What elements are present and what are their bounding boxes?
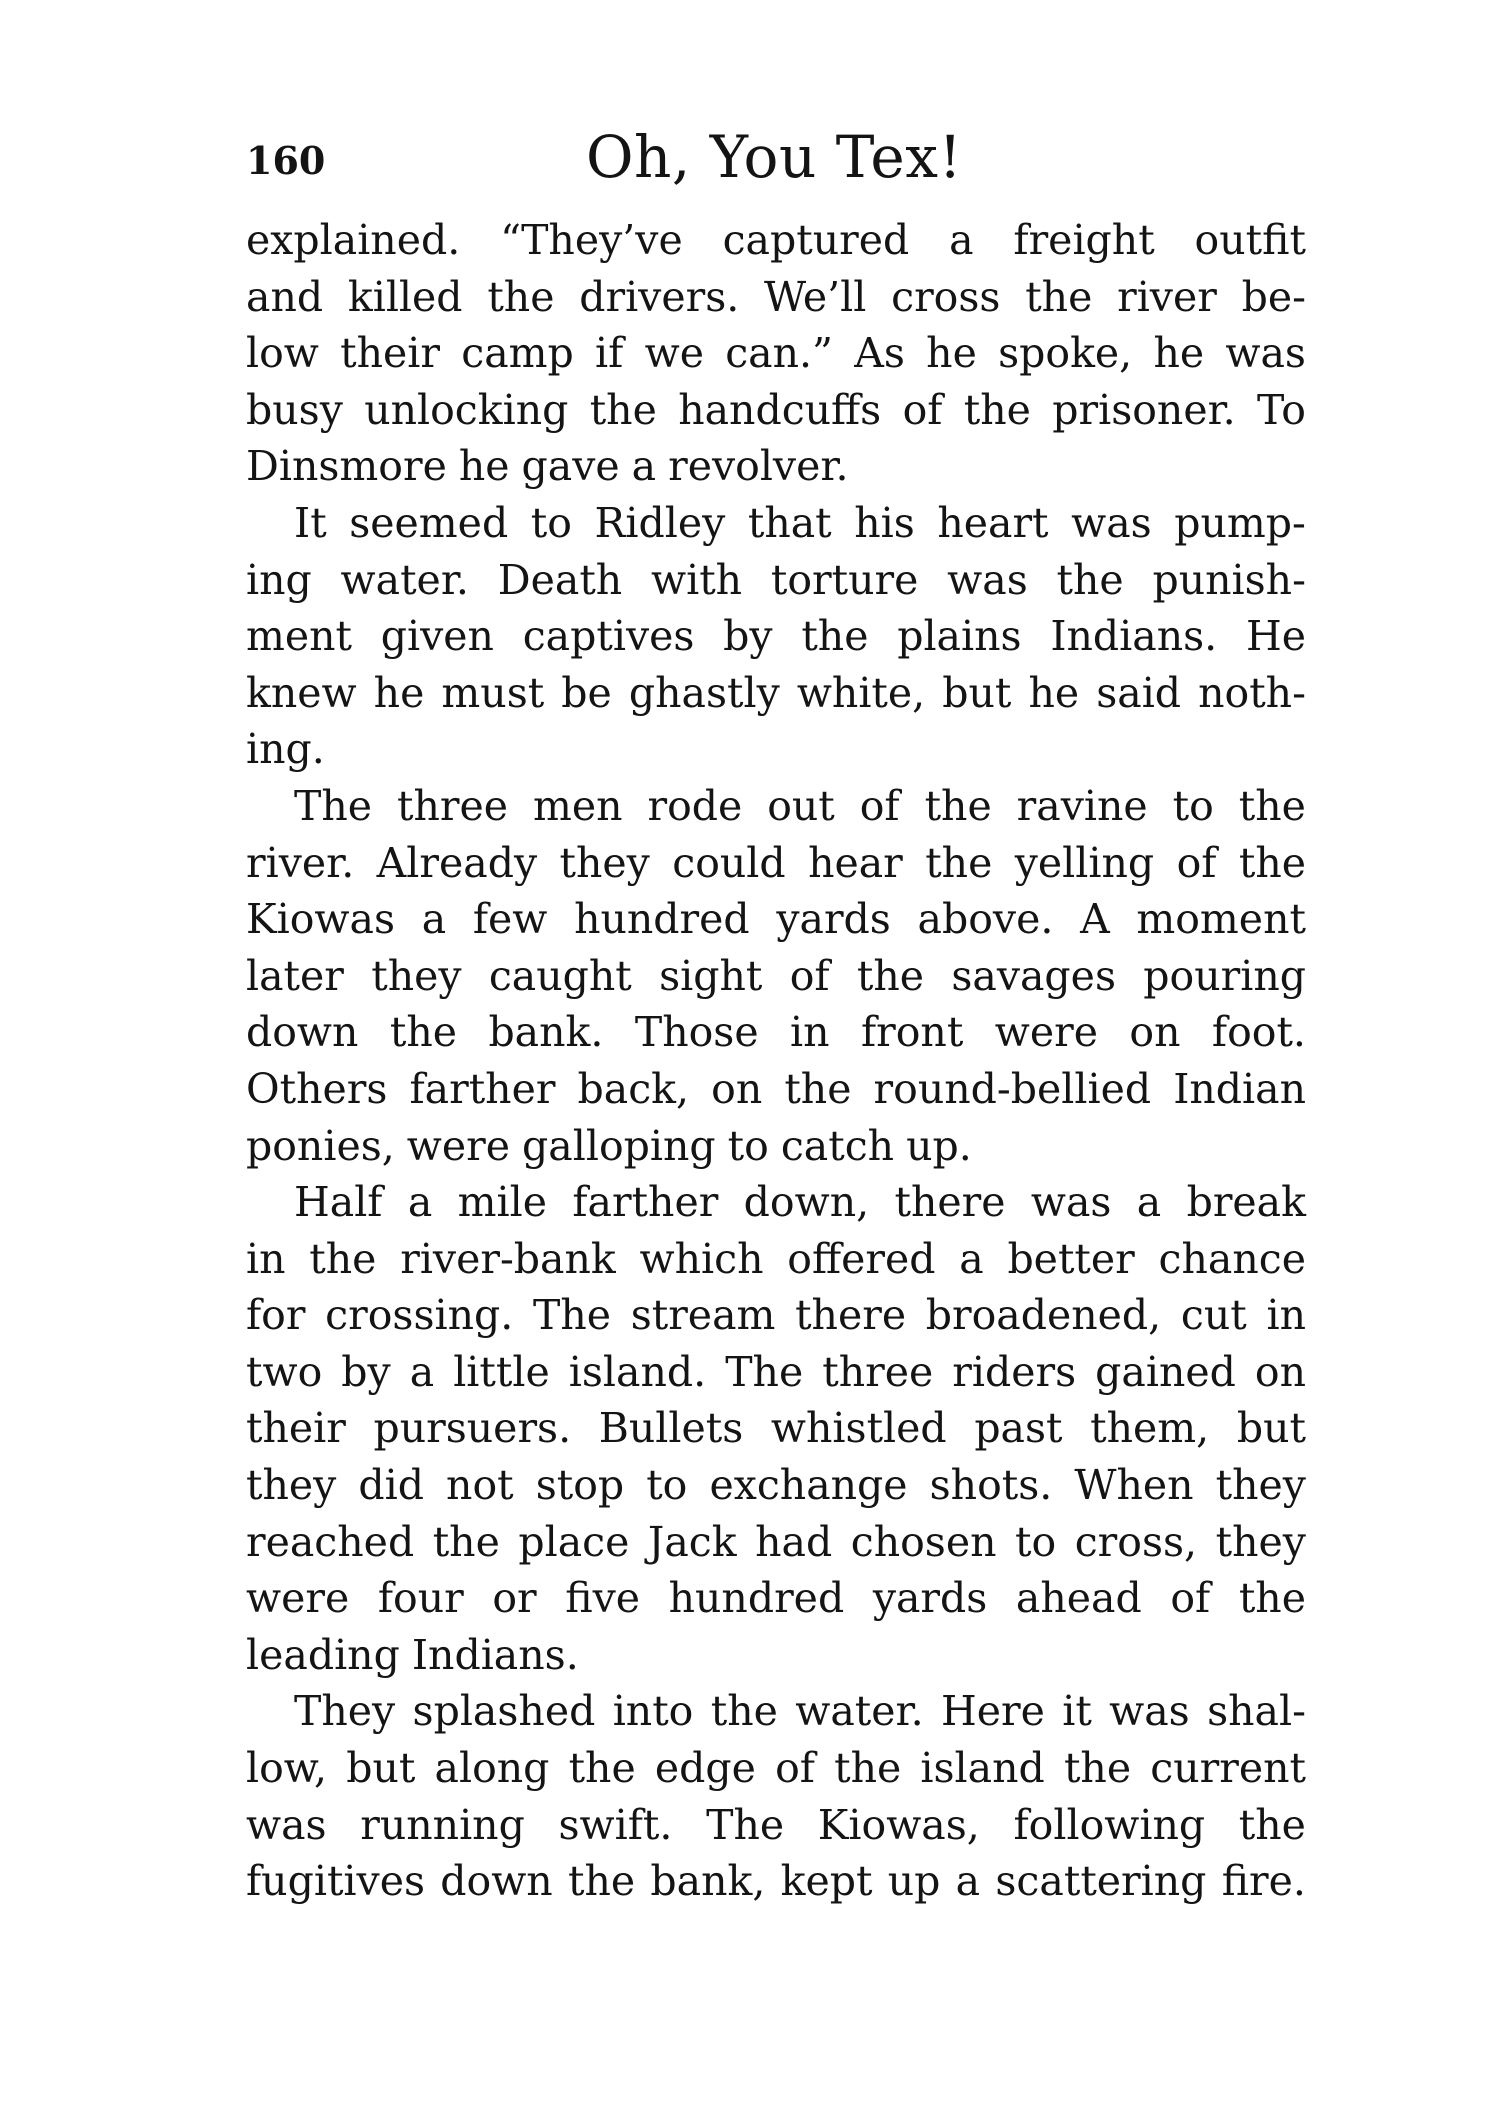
word: said (1096, 668, 1182, 717)
word: down (440, 1857, 553, 1906)
word: Indian (1173, 1064, 1306, 1113)
word: the (1025, 272, 1093, 321)
word: prisoner. (1052, 385, 1236, 434)
text-line (246, 1061, 1306, 1118)
word: plains (897, 612, 1022, 661)
word: hundred (574, 895, 750, 944)
text-line (246, 1231, 1306, 1288)
text-line (246, 1853, 1306, 1910)
word: ing (246, 555, 312, 604)
word: on (711, 1064, 763, 1113)
text-line (246, 1740, 1306, 1797)
word: savages (951, 951, 1116, 1000)
word: the (1238, 1574, 1306, 1623)
word: reached (246, 1517, 415, 1566)
word: Here (940, 1687, 1045, 1736)
word: the (567, 1857, 636, 1906)
text-line (246, 1457, 1306, 1514)
text-line (246, 665, 1306, 722)
word: but (1236, 1404, 1306, 1453)
word: in (790, 1008, 830, 1057)
word: he (458, 442, 510, 491)
text-line (246, 495, 1306, 552)
word: the (1238, 838, 1306, 887)
word: hear (808, 838, 903, 887)
word: galloping (522, 1121, 716, 1170)
word: to (646, 1461, 688, 1510)
word: had (755, 1517, 833, 1566)
page-header (246, 122, 1306, 202)
text-line (246, 835, 1306, 892)
word: The (725, 1347, 804, 1396)
word: up (887, 1857, 941, 1906)
word: by (341, 1347, 391, 1396)
word: we (644, 329, 704, 378)
word: freight (1013, 216, 1155, 264)
word: cut (1180, 1291, 1247, 1340)
word: back, (577, 1064, 690, 1113)
word: the (784, 1064, 852, 1113)
word: men (532, 781, 623, 830)
word: they (246, 1461, 337, 1510)
text-line (246, 552, 1306, 609)
word: As (854, 329, 905, 378)
word: the (924, 781, 992, 830)
text-line (246, 1400, 1306, 1457)
word: of (775, 1744, 815, 1793)
word: river. (246, 838, 355, 887)
word: them, (1090, 1404, 1210, 1453)
word: busy (246, 385, 343, 434)
word: a (631, 442, 657, 491)
word: ghastly (628, 668, 780, 717)
word: by (723, 612, 773, 661)
word: to (530, 498, 572, 547)
text-line (246, 1287, 1306, 1344)
word: the (1056, 555, 1124, 604)
word: was (1071, 498, 1152, 547)
word: ing. (246, 725, 325, 774)
word: later (246, 951, 344, 1000)
word: into (612, 1687, 694, 1736)
text-line (246, 438, 1306, 495)
word: cross (891, 272, 1001, 321)
word: mile (457, 1178, 548, 1227)
word: chance (1158, 1234, 1306, 1283)
word: revolver. (668, 442, 849, 491)
word: Kiowas, (817, 1800, 980, 1849)
word: whistled (770, 1404, 947, 1453)
word: current (1150, 1744, 1306, 1793)
word: front (860, 1008, 964, 1057)
word: of (902, 385, 943, 434)
text-line (246, 1118, 1306, 1175)
word: the (1238, 781, 1306, 830)
word: was (1030, 1178, 1112, 1227)
word: he (373, 668, 425, 717)
text-line (246, 212, 1306, 269)
word: pouring (1143, 951, 1306, 1000)
word: there (894, 1178, 1006, 1227)
word: camp (461, 329, 574, 378)
word: caught (488, 951, 632, 1000)
word: foot. (1211, 1008, 1306, 1057)
word: Others (246, 1064, 388, 1113)
word: better (1007, 1234, 1135, 1283)
word: yelling (1014, 838, 1155, 887)
word: fugitives (246, 1857, 425, 1906)
body-text (246, 212, 1306, 1910)
word: down (246, 1008, 359, 1057)
word: was (246, 1800, 327, 1849)
word: the (589, 385, 657, 434)
word: of (1170, 1574, 1211, 1623)
word: they (371, 951, 462, 1000)
word: bank, (650, 1857, 766, 1906)
word: of (859, 781, 900, 830)
word: if (595, 329, 624, 378)
word: he (1028, 668, 1080, 717)
word: place (518, 1517, 630, 1566)
word: outfit (1194, 216, 1306, 264)
word: must (441, 668, 545, 717)
word: round-bellied (873, 1064, 1152, 1113)
word: white, (796, 668, 926, 717)
word: he (1153, 329, 1205, 378)
word: the (710, 1687, 778, 1736)
word: unlocking (364, 385, 569, 434)
word: his (854, 498, 915, 547)
word: leading (246, 1630, 400, 1679)
word: island (920, 1744, 1045, 1793)
word: can.” (725, 329, 834, 378)
word: but (942, 668, 1012, 717)
word: offered (787, 1234, 936, 1283)
word: to (1172, 781, 1214, 830)
word: fire. (1221, 1857, 1306, 1906)
word: they (1215, 1461, 1306, 1510)
word: crossing. (325, 1291, 514, 1340)
text-line (246, 608, 1306, 665)
word: river-bank (400, 1234, 616, 1283)
word: the (834, 1744, 902, 1793)
word: up. (906, 1121, 972, 1170)
text-line (246, 1004, 1306, 1061)
word: ravine (1016, 781, 1148, 830)
word: in (1266, 1291, 1306, 1340)
word: rode (647, 781, 743, 830)
word: their (340, 329, 441, 378)
word: following (1013, 1800, 1206, 1849)
word: a (421, 895, 447, 944)
word: A (1080, 895, 1110, 944)
word: for (246, 1291, 306, 1340)
word: were (994, 1008, 1098, 1057)
word: of (1176, 838, 1217, 887)
word: down, (743, 1178, 870, 1227)
word: the (389, 1008, 458, 1057)
word: ponies, (246, 1121, 395, 1170)
word: farther (409, 1064, 556, 1113)
word: the (568, 1744, 636, 1793)
word: They (294, 1687, 396, 1736)
word: was (947, 555, 1028, 604)
word: We’ll (764, 272, 867, 321)
word: was (1109, 1687, 1190, 1736)
word: drivers. (579, 272, 740, 321)
text-line (246, 269, 1306, 326)
word: The (294, 781, 373, 830)
word: given (380, 612, 494, 661)
word: edge (654, 1744, 756, 1793)
text-line (246, 948, 1306, 1005)
word: seemed (349, 498, 509, 547)
word: past (974, 1404, 1063, 1453)
word: they (559, 838, 650, 887)
word: Already (376, 838, 538, 887)
word: were (246, 1574, 350, 1623)
word: low, (246, 1744, 328, 1793)
word: broadened, (925, 1291, 1162, 1340)
word: spoke, (998, 329, 1133, 378)
text-line (246, 891, 1306, 948)
word: to (727, 1121, 769, 1170)
word: farther (572, 1178, 719, 1227)
word: and (246, 272, 324, 321)
word: five (565, 1574, 641, 1623)
word: To (1257, 385, 1306, 434)
word: chosen (850, 1517, 997, 1566)
word: a (409, 1347, 435, 1396)
word: When (1074, 1461, 1194, 1510)
word: exchange (709, 1461, 908, 1510)
word: ahead (1015, 1574, 1142, 1623)
word: Jack (647, 1517, 737, 1566)
word: kept (780, 1857, 873, 1906)
word: to (1015, 1517, 1057, 1566)
word: it (1062, 1687, 1092, 1736)
word: Ridley (594, 498, 726, 547)
text-line (246, 1797, 1306, 1854)
word: swift. (558, 1800, 673, 1849)
word: which (639, 1234, 764, 1283)
word: Dinsmore (246, 442, 447, 491)
word: killed (347, 272, 463, 321)
word: they (1215, 1517, 1306, 1566)
word: heart (937, 498, 1049, 547)
word: could (672, 838, 786, 887)
word: water. (795, 1687, 924, 1736)
word: The (706, 1800, 785, 1849)
word: shots. (929, 1461, 1053, 1510)
word: Indians. (1050, 612, 1218, 661)
word: pursuers. (373, 1404, 572, 1453)
word: not (446, 1461, 514, 1510)
word: Death (497, 555, 623, 604)
word: the (432, 1517, 500, 1566)
word: a (959, 1234, 984, 1283)
word: ment (246, 612, 353, 661)
word: Those (634, 1008, 759, 1057)
word: running (360, 1800, 525, 1849)
text-line (246, 778, 1306, 835)
word: two (246, 1347, 323, 1396)
word: It (294, 498, 327, 547)
word: cross, (1074, 1517, 1198, 1566)
word: stop (535, 1461, 625, 1510)
word: Kiowas (246, 895, 396, 944)
text-line (246, 1514, 1306, 1571)
word: bank. (488, 1008, 604, 1057)
word: noth- (1198, 668, 1306, 717)
word: but (346, 1744, 416, 1793)
text-line (246, 1570, 1306, 1627)
word: shal- (1207, 1687, 1306, 1736)
text-line (246, 382, 1306, 439)
word: river (1117, 272, 1217, 321)
word: few (472, 895, 548, 944)
word: He (1245, 612, 1306, 661)
text-line (246, 1174, 1306, 1231)
word: break (1186, 1178, 1306, 1227)
word: yards (776, 895, 891, 944)
word: the (801, 612, 869, 661)
word: Bullets (598, 1404, 744, 1453)
text-line (246, 1683, 1306, 1740)
word: the (1063, 1744, 1132, 1793)
word: did (358, 1461, 424, 1510)
word: above. (917, 895, 1054, 944)
word: catch (780, 1121, 895, 1170)
word: the (963, 385, 1031, 434)
word: punish- (1152, 555, 1306, 604)
word: four (377, 1574, 464, 1623)
word: was (1225, 329, 1306, 378)
word: in (246, 1234, 286, 1283)
word: three (822, 1347, 934, 1396)
word: the (309, 1234, 377, 1283)
word: the (487, 272, 555, 321)
running-title: Oh, You Tex! (586, 123, 963, 191)
word: splashed (412, 1687, 596, 1736)
word: a (1136, 1178, 1162, 1227)
word: island. (568, 1347, 707, 1396)
word: the (1238, 1800, 1306, 1849)
word: of (789, 951, 830, 1000)
word: sight (659, 951, 763, 1000)
word: riders (952, 1347, 1077, 1396)
word: explained. (246, 216, 461, 264)
word: the (856, 951, 925, 1000)
text-line (246, 1344, 1306, 1401)
word: Indians. (411, 1630, 579, 1679)
word: be- (1241, 272, 1306, 321)
word: with (650, 555, 743, 604)
word: three (396, 781, 508, 830)
word: “They’ve (500, 216, 683, 264)
word: gave (521, 442, 620, 491)
word: low (246, 329, 319, 378)
word: a (949, 216, 974, 264)
word: there (795, 1291, 907, 1340)
word: he (926, 329, 977, 378)
word: on (1254, 1347, 1306, 1396)
word: captives (522, 612, 695, 661)
word: captured (722, 216, 910, 264)
word: gained (1095, 1347, 1236, 1396)
word: the (925, 838, 993, 887)
word: The (532, 1291, 611, 1340)
word: were (406, 1121, 511, 1170)
word: that (747, 498, 832, 547)
text-line (246, 1627, 1306, 1684)
word: yards (872, 1574, 988, 1623)
word: their (246, 1404, 346, 1453)
word: moment (1136, 895, 1306, 944)
word: stream (630, 1291, 776, 1340)
word: water. (340, 555, 469, 604)
word: scattering (995, 1857, 1207, 1906)
word: little (453, 1347, 550, 1396)
word: handcuffs (678, 385, 882, 434)
word: knew (246, 668, 357, 717)
word: hundred (668, 1574, 845, 1623)
word: out (767, 781, 835, 830)
word: along (434, 1744, 550, 1793)
page-number: 160 (246, 138, 326, 183)
word: pump- (1174, 498, 1306, 547)
word: Half (294, 1178, 383, 1227)
text-line (246, 721, 1306, 778)
word: a (955, 1857, 981, 1906)
word: a (407, 1178, 433, 1227)
text-line (246, 325, 1306, 382)
word: or (492, 1574, 537, 1623)
word: torture (770, 555, 919, 604)
word: be (561, 668, 612, 717)
word: on (1129, 1008, 1181, 1057)
